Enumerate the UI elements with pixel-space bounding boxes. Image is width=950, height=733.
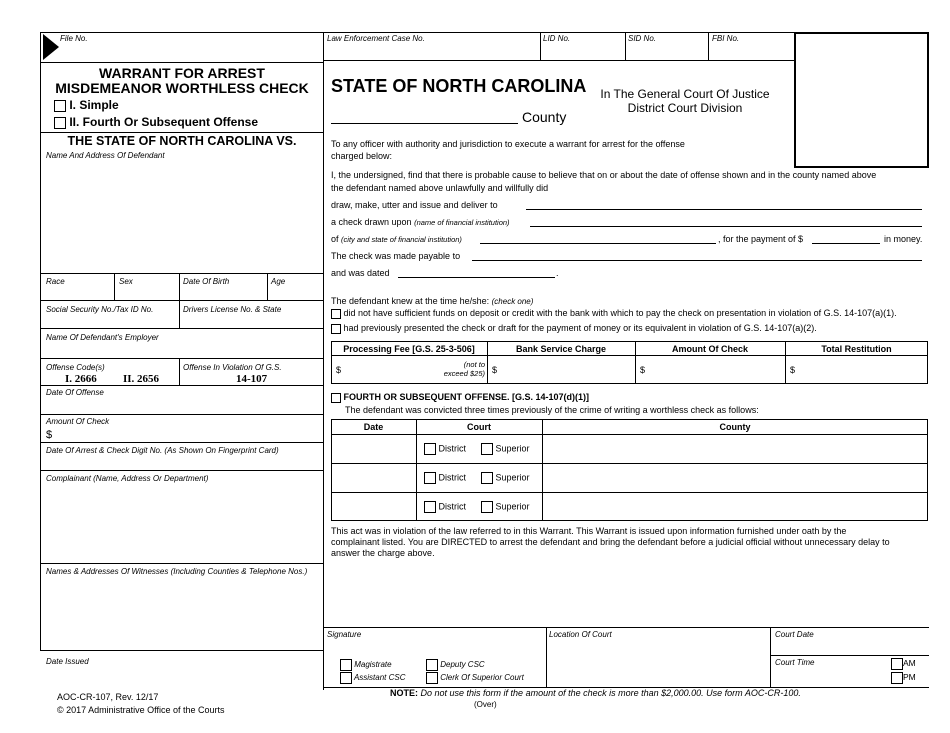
intro-line2: charged below:: [331, 151, 393, 161]
ssn-label: Social Security No./Tax ID No.: [46, 305, 154, 314]
court-time-label: Court Time: [775, 658, 815, 667]
name-address-label: Name And Address Of Defendant: [46, 151, 165, 160]
row1-district-label: District: [438, 443, 467, 454]
not-exceed-line2: exceed $25): [443, 369, 485, 378]
dated-label: and was dated: [331, 268, 390, 278]
violation-text-1: This act was in violation of the law referred to in this Warrant. This Warrant is issued upon information furnished under oath by the: [331, 526, 847, 536]
row2-superior[interactable]: [481, 472, 530, 484]
of-label: [331, 234, 462, 244]
col-date: Date: [363, 422, 384, 432]
financial-institution-hint: (name of financial institution): [414, 218, 510, 227]
amount-label: Amount Of Check: [46, 417, 110, 426]
row3-superior-label: Superior: [495, 501, 530, 512]
magistrate-checkbox[interactable]: [340, 659, 352, 671]
employer-label: Name Of Defendant's Employer: [46, 333, 159, 342]
am-checkbox[interactable]: [891, 658, 903, 670]
clerk-checkbox[interactable]: [426, 672, 438, 684]
form-number: AOC-CR-107, Rev. 12/17: [57, 692, 159, 702]
knew-label: [331, 296, 533, 306]
row1-district[interactable]: [424, 443, 466, 455]
fee-dollar: $: [336, 365, 342, 375]
footer-note: [390, 688, 801, 698]
row1-superior-checkbox[interactable]: [481, 443, 493, 455]
arrow-icon: [43, 34, 59, 60]
deputy-checkbox[interactable]: [426, 659, 438, 671]
deputy-label: Deputy CSC: [440, 660, 485, 670]
payment-label: , for the payment of $: [718, 234, 804, 244]
gs-value: 14-107: [236, 373, 268, 385]
bank-dollar: $: [492, 365, 498, 375]
deliver-to-label: draw, make, utter and issue and deliver to: [331, 200, 498, 210]
col-court: Court: [467, 422, 491, 432]
pm-option[interactable]: [891, 672, 916, 684]
note-text: Do not use this form if the amount of the check is more than $2,000.00. Use form AOC-CR-100.: [420, 688, 801, 698]
col-county: County: [719, 422, 751, 432]
deliver-to-line[interactable]: [526, 209, 922, 210]
financial-institution-line[interactable]: [530, 226, 922, 227]
assistant-label: Assistant CSC: [353, 673, 406, 683]
court-date-label: Court Date: [775, 630, 814, 639]
offense-codes-label: Offense Code(s): [46, 363, 105, 372]
lid-no-label: LID No.: [543, 34, 571, 43]
dated-period: .: [556, 268, 559, 278]
fourth-offense-text: FOURTH OR SUBSEQUENT OFFENSE. [G.S. 14-107(d)(1)]: [343, 392, 590, 402]
row3-district-label: District: [438, 501, 467, 512]
race-label: Race: [46, 277, 65, 286]
finding-line1: I, the undersigned, find that there is probable cause to believe that on or about the date of offense shown and in the county named above: [331, 170, 877, 180]
city-state-line[interactable]: [480, 243, 716, 244]
state-title: STATE OF NORTH CAROLINA: [331, 76, 587, 96]
clerk-option[interactable]: [426, 672, 524, 684]
form-title-line2: MISDEMEANOR WORTHLESS CHECK: [55, 80, 309, 96]
fbi-no-label: FBI No.: [712, 34, 740, 43]
pm-label: PM: [903, 672, 916, 683]
option-fourth[interactable]: [54, 115, 258, 129]
assistant-checkbox[interactable]: [340, 672, 352, 684]
date-issued-label: Date Issued: [46, 657, 89, 666]
city-state-hint: (city and state of financial institution): [341, 235, 462, 244]
deputy-option[interactable]: [426, 659, 485, 671]
option-fourth-label: II. Fourth Or Subsequent Offense: [69, 115, 259, 129]
fourth-offense-option[interactable]: [331, 392, 589, 403]
violation-text-3: answer the charge above.: [331, 548, 435, 558]
not-exceed-note: [435, 360, 485, 378]
witnesses-label: Names & Addresses Of Witnesses (Including Counties & Telephone Nos.): [46, 567, 308, 576]
state-vs-heading: THE STATE OF NORTH CAROLINA VS.: [67, 134, 297, 148]
amount-dollar-cell: $: [640, 365, 646, 375]
drawn-upon-label: [331, 217, 510, 227]
fee-header: Processing Fee [G.S. 25-3-506]: [343, 344, 475, 354]
dated-line[interactable]: [398, 277, 555, 278]
intro-line1: To any officer with authority and jurisdiction to execute a warrant for arrest for the offense: [331, 139, 685, 149]
signature-label: Signature: [327, 630, 362, 639]
row2-superior-checkbox[interactable]: [481, 472, 493, 484]
county-label: County: [522, 109, 567, 125]
assistant-option[interactable]: [340, 672, 406, 684]
dob-label: Date Of Birth: [183, 277, 230, 286]
violation-text-2: complainant listed. You are DIRECTED to arrest the defendant and bring the defendant before a judicial official without unnecessary delay to: [331, 537, 890, 547]
payment-line[interactable]: [812, 243, 880, 244]
copyright: © 2017 Administrative Office of the Courts: [57, 705, 225, 715]
total-dollar: $: [790, 365, 796, 375]
total-header: Total Restitution: [821, 344, 892, 354]
previously-presented-text: had previously presented the check or draft for the payment of money or its equivalent in violation of G.S. 14-107(a)(2).: [343, 323, 817, 333]
payable-to-line[interactable]: [472, 260, 922, 261]
court-line1: In The General Court Of Justice: [600, 87, 770, 101]
official-use-box: [794, 32, 929, 168]
row3-district[interactable]: [424, 501, 466, 513]
row3-district-checkbox[interactable]: [424, 501, 436, 513]
insufficient-funds-checkbox[interactable]: [331, 309, 341, 319]
row2-district-label: District: [438, 472, 467, 483]
fourth-checkbox[interactable]: [54, 117, 66, 129]
form-title-line1: WARRANT FOR ARREST: [99, 65, 265, 81]
am-option[interactable]: [891, 658, 916, 670]
sex-label: Sex: [119, 277, 133, 286]
violation-label: Offense In Violation Of G.S.: [183, 363, 282, 372]
dl-label: Drivers License No. & State: [183, 305, 282, 314]
fourth-offense-checkbox[interactable]: [331, 393, 341, 403]
code-1: I. 2666: [65, 373, 97, 385]
complainant-label: Complainant (Name, Address Or Department): [46, 474, 209, 483]
amount-header: Amount Of Check: [671, 344, 748, 354]
magistrate-option[interactable]: [340, 659, 392, 671]
option-simple[interactable]: [54, 98, 119, 112]
knew-text: The defendant knew at the time he/she:: [331, 296, 490, 306]
sid-no-label: SID No.: [628, 34, 657, 43]
drawn-upon-text: a check drawn upon: [331, 217, 412, 227]
amount-dollar: $: [46, 429, 53, 441]
row2-superior-label: Superior: [495, 472, 530, 483]
row2-district[interactable]: [424, 472, 466, 484]
note-prefix: NOTE:: [390, 688, 418, 698]
finding-line2: the defendant named above unlawfully and willfully did: [331, 183, 549, 193]
simple-checkbox[interactable]: [54, 100, 66, 112]
magistrate-label: Magistrate: [354, 660, 392, 670]
bank-header: Bank Service Charge: [515, 344, 607, 354]
age-label: Age: [271, 277, 286, 286]
of-text: of: [331, 234, 339, 244]
law-case-no-label: Law Enforcement Case No.: [327, 34, 425, 43]
row3-superior[interactable]: [481, 501, 530, 513]
am-label: AM: [903, 658, 916, 669]
option-simple-label: I. Simple: [69, 98, 119, 112]
code-2: II. 2656: [123, 373, 160, 385]
not-exceed-line1: (not to: [463, 360, 485, 369]
clerk-label: Clerk Of Superior Court: [440, 673, 524, 683]
payable-to-label: The check was made payable to: [331, 251, 461, 261]
knowledge-option-1[interactable]: [331, 308, 897, 319]
row2-district-checkbox[interactable]: [424, 472, 436, 484]
row1-superior-label: Superior: [495, 443, 530, 454]
knowledge-option-2[interactable]: [331, 323, 817, 334]
location-label: Location Of Court: [549, 630, 612, 639]
row3-superior-checkbox[interactable]: [481, 501, 493, 513]
court-line2: District Court Division: [627, 101, 743, 115]
insufficient-funds-text: did not have sufficient funds on deposit or credit with the bank with which to pay the check on presentation in violation of G.S. 14-107(a)(1).: [343, 308, 897, 318]
pm-checkbox[interactable]: [891, 672, 903, 684]
row1-superior[interactable]: [481, 443, 530, 455]
over-label: (Over): [474, 700, 497, 709]
in-money-label: in money.: [884, 234, 923, 244]
previously-presented-checkbox[interactable]: [331, 324, 341, 334]
check-one-hint: (check one): [491, 297, 534, 306]
fourth-offense-sub: The defendant was convicted three times previously of the crime of writing a worthless check as follows:: [345, 405, 759, 415]
row1-district-checkbox[interactable]: [424, 443, 436, 455]
file-no-label: File No.: [60, 34, 88, 43]
arrest-label: Date Of Arrest & Check Digit No. (As Shown On Fingerprint Card): [46, 446, 279, 455]
date-offense-label: Date Of Offense: [46, 388, 104, 397]
